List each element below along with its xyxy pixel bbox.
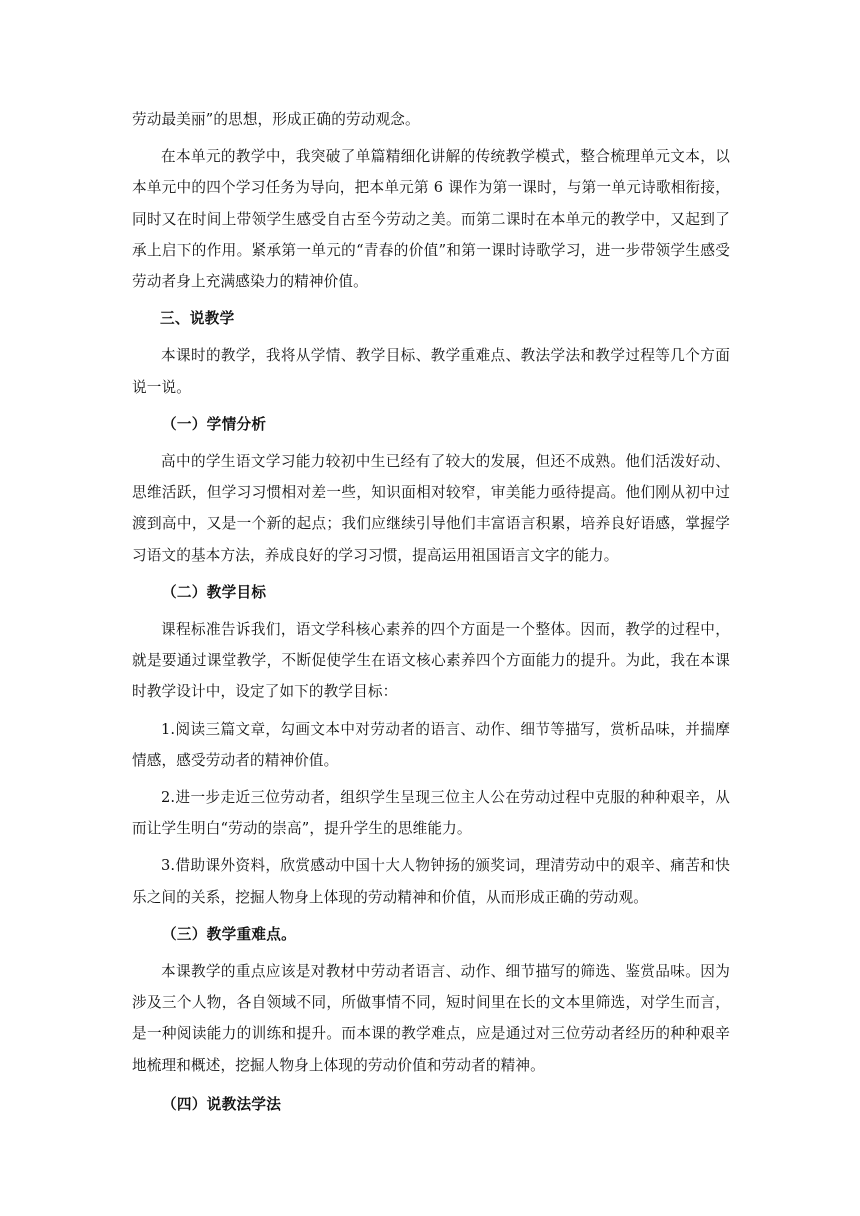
section-heading-teaching: 三、说教学 [160,310,235,328]
paragraph-teaching-goals: 课程标准告诉我们，语文学科核心素养的四个方面是一个整体。因而，教学的过程中，就是要通过课堂教学，不断促使学生在语文核心素养四个方面能力的提升。为此，我在本课时教学设计中，设定了如下的教学目标： [132,621,730,701]
subheading-student-analysis: （一）学情分析 [162,415,267,433]
document-body [132,104,730,1120]
paragraph-unit-teaching: 在本单元的教学中，我突破了单篇精细化讲解的传统教学模式，整合梳理单元文本，以本单元中的四个学习任务为导向，把本单元第 6 课作为第一课时，与第一单元诗歌相衔接，同时又在时间上带领学生感受自古至今劳动之美。而第二课时在本单元的教学中，又起到了承上启下的作用。紧承第一单元的“青春的价值”和第一课时诗歌学习，进一步带领学生感受劳动者身上充满感染力的精神价值。 [132,148,730,291]
paragraph-student-analysis: 高中的学生语文学习能力较初中生已经有了较大的发展，但还不成熟。他们活泼好动、思维活跃，但学习习惯相对差一些，知识面相对较窄，审美能力亟待提高。他们刚从初中过渡到高中，又是一个新的起点；我们应继续引导他们丰富语言积累，培养良好语感，掌握学习语文的基本方法，养成良好的学习习惯，提高运用祖国语言文字的能力。 [132,453,730,564]
subheading-key-difficulties: （三）教学重难点。 [162,925,297,943]
list-item-goal-3: 3.借助课外资料，欣赏感动中国十大人物钟扬的颁奖词，理清劳动中的艰辛、痛苦和快乐之间的关系，挖掘人物身上体现的劳动精神和价值，从而形成正确的劳动观。 [132,857,730,906]
subheading-teaching-methods: （四）说教法学法 [162,1095,282,1113]
paragraph-intro-tail: 劳动最美丽”的思想，形成正确的劳动观念。 [132,111,420,128]
list-item-goal-1: 1.阅读三篇文章，勾画文本中对劳动者的语言、动作、细节等描写，赏析品味，并揣摩情感，感受劳动者的精神价值。 [132,720,730,769]
subheading-teaching-goals: （二）教学目标 [162,583,267,601]
paragraph-key-difficulties: 本课教学的重点应该是对教材中劳动者语言、动作、细节描写的筛选、鉴赏品味。因为涉及三个人物，各自领域不同，所做事情不同，短时间里在长的文本里筛选，对学生而言，是一种阅读能力的训练和提升。而本课的教学难点，应是通过对三位劳动者经历的种种艰辛地梳理和概述，挖掘人物身上体现的劳动价值和劳动者的精神。 [132,963,730,1074]
paragraph-section-intro: 本课时的教学，我将从学情、教学目标、教学重难点、教法学法和教学过程等几个方面说一说。 [132,347,730,396]
list-item-goal-2: 2.进一步走近三位劳动者，组织学生呈现三位主人公在劳动过程中克服的种种艰辛，从而让学生明白“劳动的崇高”，提升学生的思维能力。 [132,789,730,838]
